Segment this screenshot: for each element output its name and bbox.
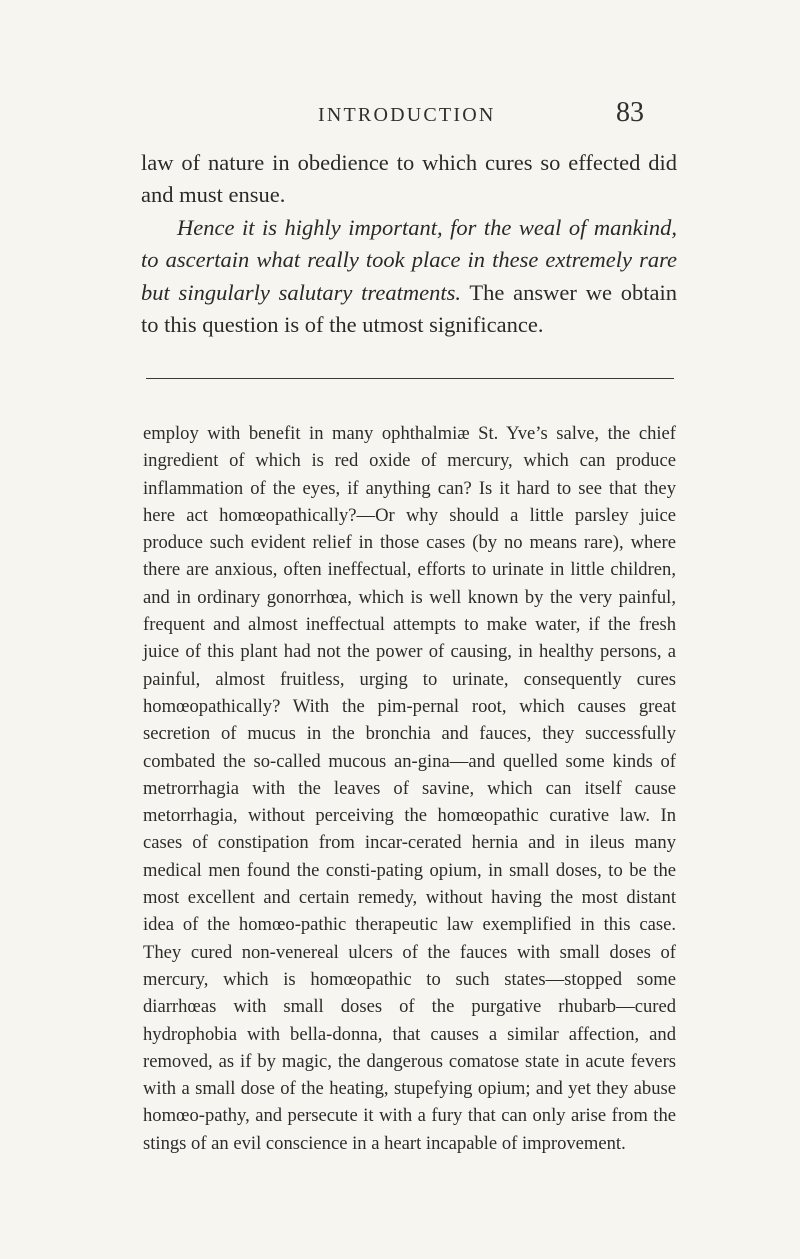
significance-paragraph (141, 212, 677, 342)
continuation-paragraph: law of nature in obedience to which cures so effected did and must ensue. (141, 150, 677, 208)
closing-sentence: The answer we obtain to this question is of the utmost significance. (141, 279, 677, 338)
italic-sentence: Hence it is highly important, for the weal of mankind, to ascertain what really took place in these extremely rare but singularly salutary treatments. (141, 214, 677, 305)
footnote-rule (146, 378, 674, 379)
running-head: INTRODUCTION (318, 104, 496, 126)
footnote (143, 420, 676, 1157)
page-number: 83 (616, 97, 644, 128)
main-text (141, 147, 677, 341)
footnote-text: employ with benefit in many ophthalmiæ St. Yve’s salve, the chief ingredient of which is red oxide of mercury, which can produce inflammation of the eyes, if anything can? Is it hard to see that they here act homœopathically?—Or why should a little parsley juice produce such evident relief in those cases (by no means rare), where there are anxious, often ineffectual, efforts to urinate in little children, and in ordinary gonorrhœa, which is well known by the very painful, frequent and almost ineffectual attempts to make water, if the fresh juice of this plant had not the power of causing, in healthy persons, a painful, almost fruitless, urging to urinate, consequently cures homœopathically? With the pim-pernal root, which causes great secretion of mucus in the bronchia and fauces, they successfully combated the so-called mucous an-gina—and quelled some kinds of metrorrhagia with the leaves of savine, which can itself cause metorrhagia, without perceiving the homœopathic curative law. In cases of constipation from incar-cerated hernia and in ileus many medical men found the consti-pating opium, in small doses, to be the most excellent and certain remedy, without having the most distant idea of the homœo-pathic therapeutic law exemplified in this case. They cured non-venereal ulcers of the fauces with small doses of mercury, which is homœopathic to such states—stopped some diarrhœas with small doses of the purgative rhubarb—cured hydrophobia with bella-donna, that causes a similar affection, and removed, as if by magic, the dangerous comatose state in acute fevers with a small dose of the heating, stupefying opium; and yet they abuse homœo-pathy, and persecute it with a fury that can only arise from the stings of an evil conscience in a heart incapable of improvement. (143, 423, 676, 1154)
